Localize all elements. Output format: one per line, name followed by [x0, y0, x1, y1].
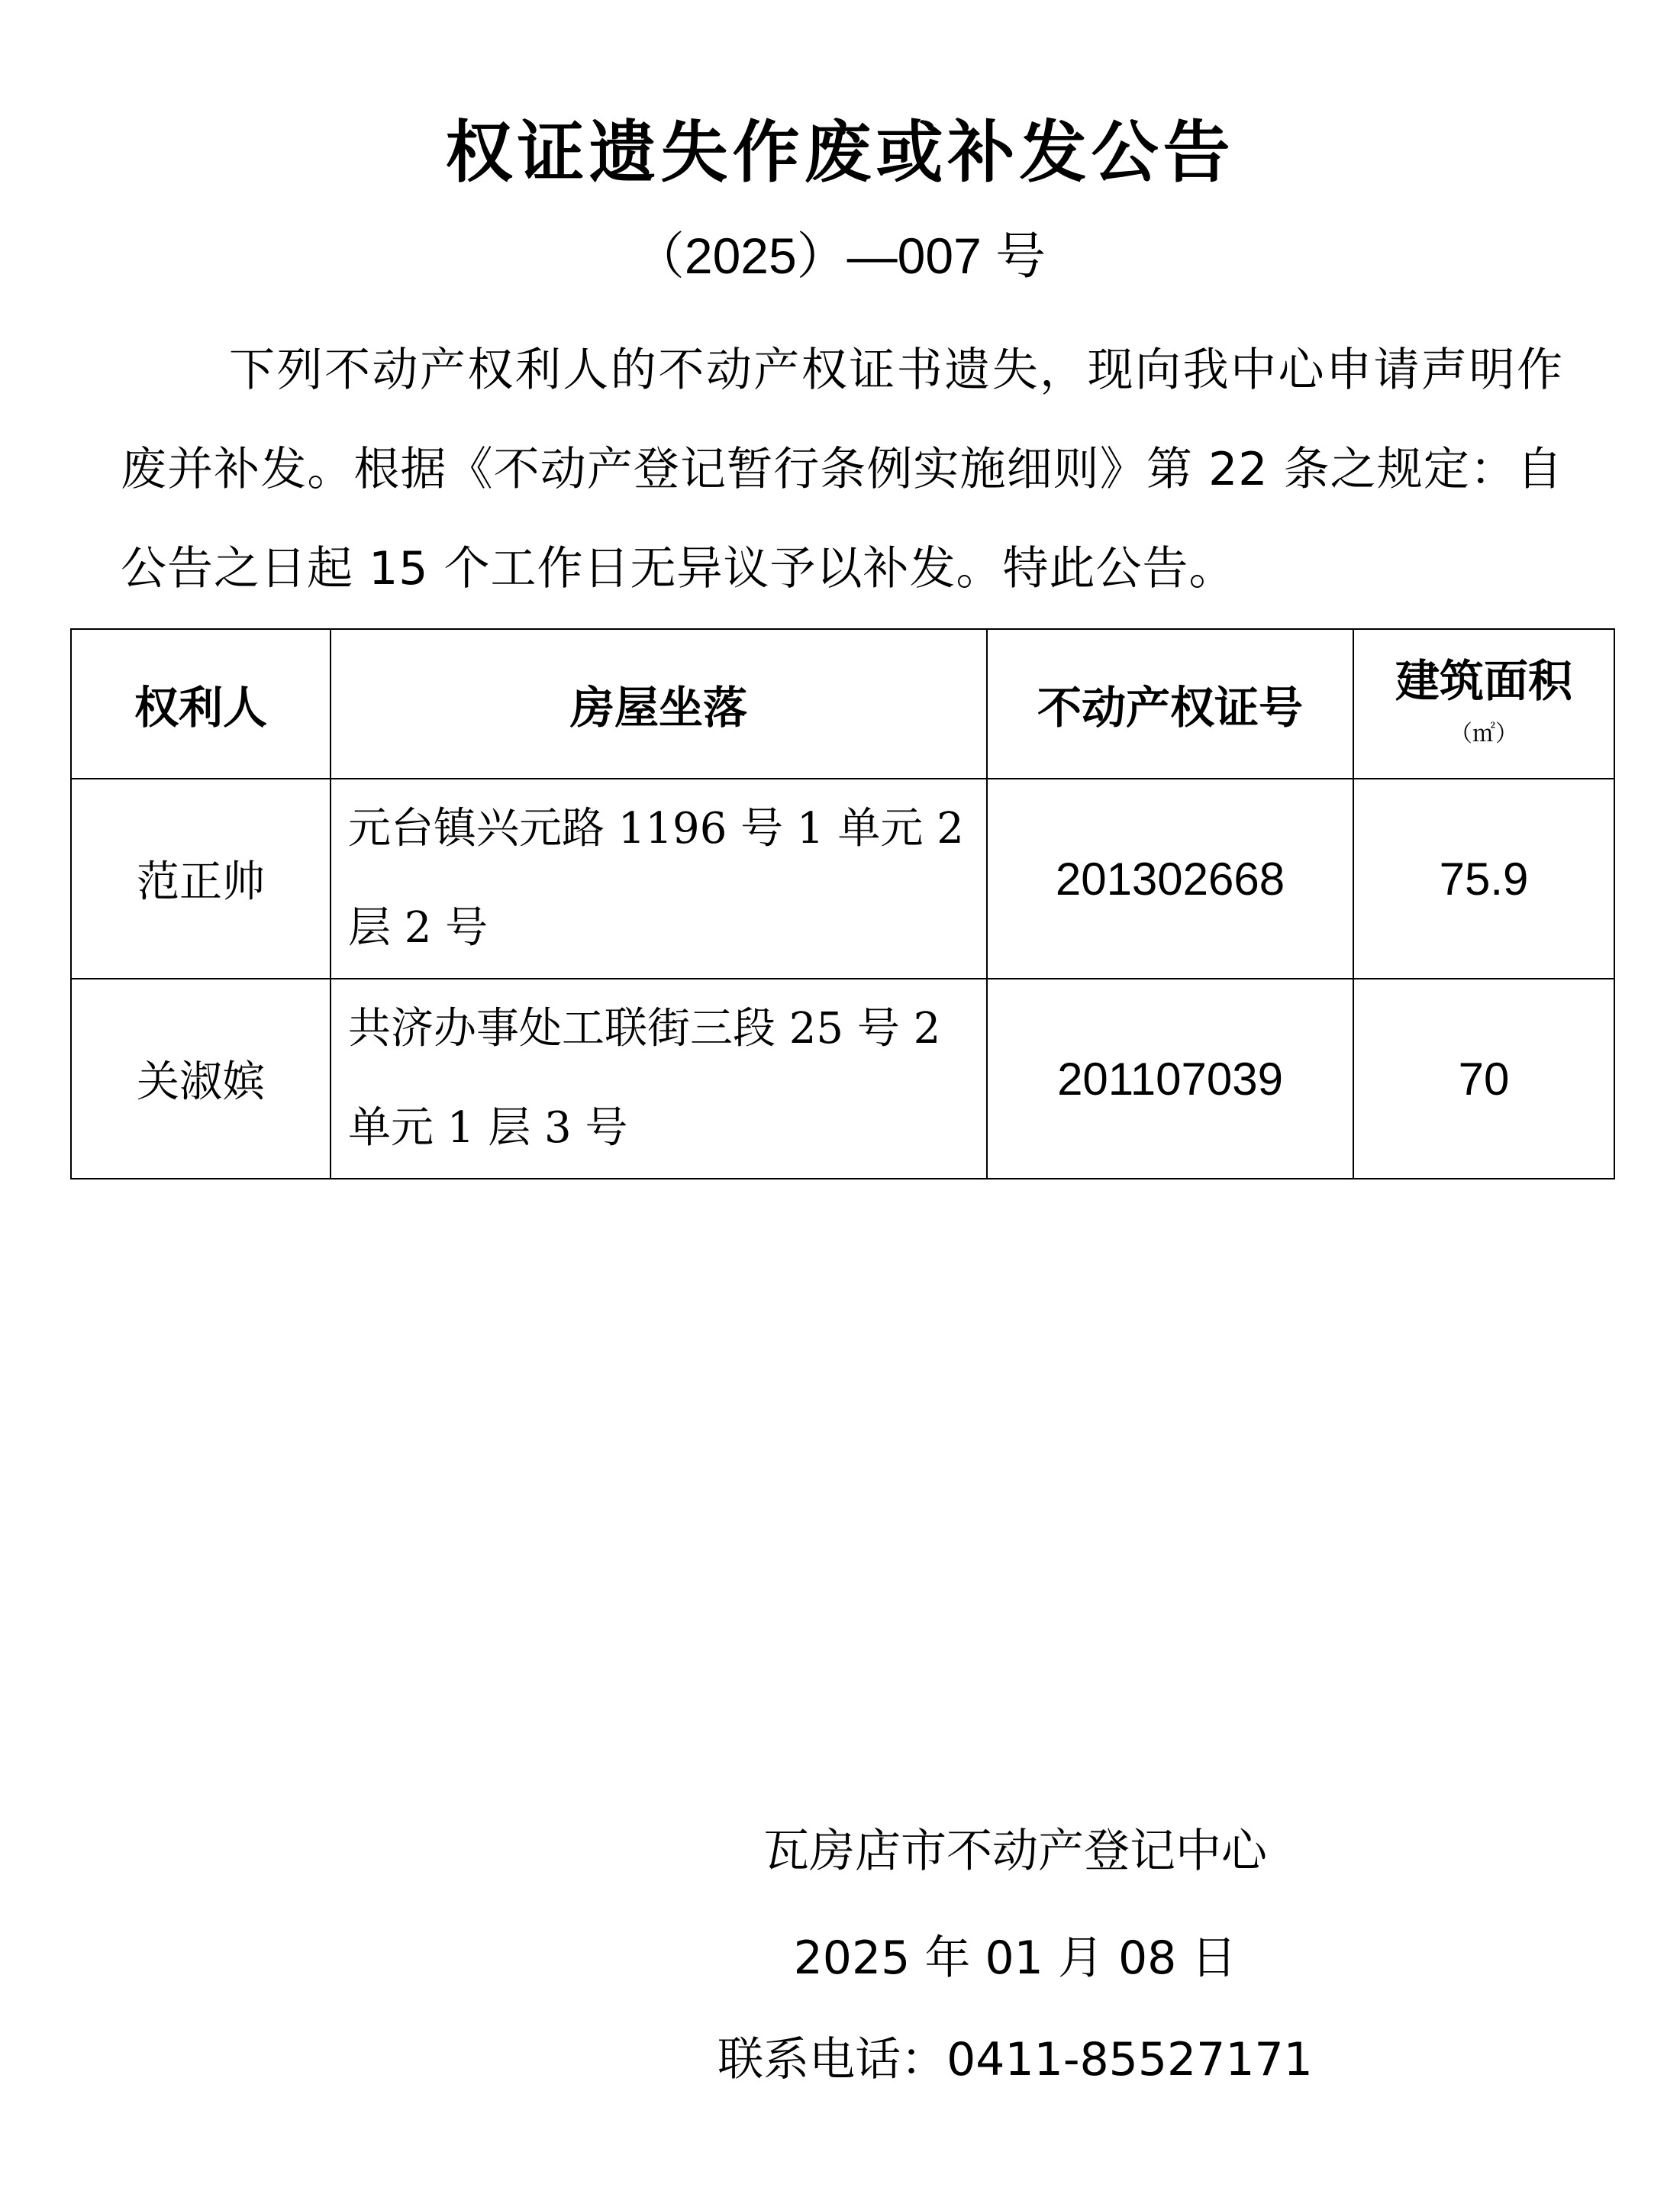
table-header-row: [71, 629, 1614, 779]
cell-location: 元台镇兴元路 1196 号 1 单元 2 层 2 号: [331, 779, 987, 979]
contact-phone: 联系电话：0411-85527171: [717, 2033, 1313, 2086]
header-area-label: 建筑面积: [1395, 655, 1572, 707]
cell-cert-no: 201302668: [987, 779, 1353, 979]
cell-location: 共济办事处工联街三段 25 号 2 单元 1 层 3 号: [331, 979, 987, 1179]
header-owner: 权利人: [71, 629, 331, 779]
header-area-unit: （㎡）: [1449, 721, 1518, 747]
notice-body: 下列不动产权利人的不动产权证书遗失，现向我中心申请声明作废并补发。根据《不动产登记暂行条例实施细则》第 22 条之规定：自公告之日起 15 个工作日无异议予以补发。特此公告。: [121, 344, 1563, 595]
cell-area: 75.9: [1353, 779, 1614, 979]
header-area: [1353, 629, 1614, 779]
issuing-organization: 瓦房店市不动产登记中心: [763, 1825, 1267, 1878]
cell-cert-no: 201107039: [987, 979, 1353, 1179]
header-location: 房屋坐落: [331, 629, 987, 779]
cell-owner: 关淑嫔: [71, 979, 331, 1179]
cell-area: 70: [1353, 979, 1614, 1179]
notice-number: （2025）—007 号: [634, 227, 1046, 284]
table-row: [71, 979, 1614, 1179]
cell-owner: 范正帅: [71, 779, 331, 979]
table-row: [71, 779, 1614, 979]
certificate-table: [70, 628, 1615, 1179]
header-cert-no: 不动产权证号: [987, 629, 1353, 779]
notice-title: 权证遗失作废或补发公告: [445, 113, 1235, 192]
issue-date: 2025 年 01 月 08 日: [793, 1931, 1237, 1985]
